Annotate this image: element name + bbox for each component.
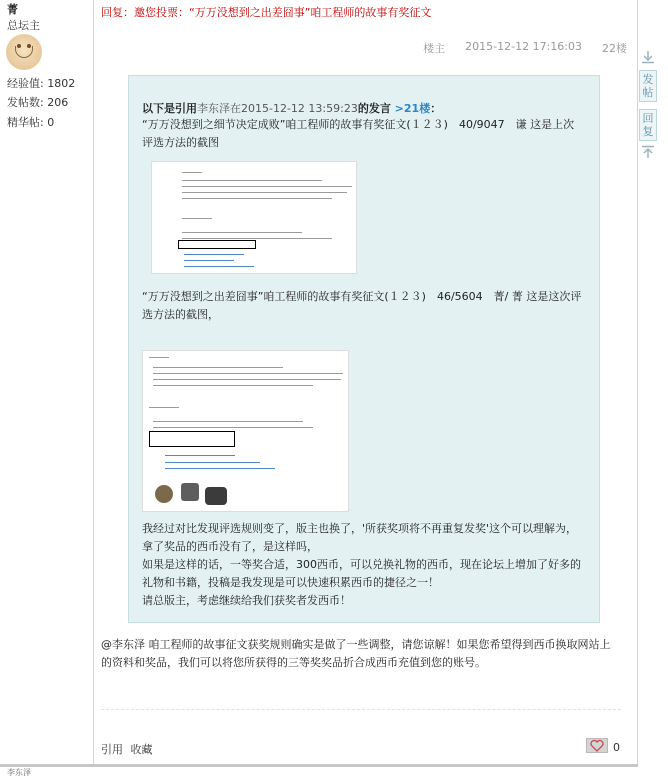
favorite-button[interactable]: 收藏 xyxy=(130,743,153,756)
quote-intro: 以下是引用 xyxy=(142,102,197,115)
quote-colon: ： xyxy=(430,102,442,115)
next-post-username[interactable]: 李东泽 xyxy=(7,768,31,777)
quote-says: 的发言 xyxy=(357,102,391,115)
post-meta xyxy=(403,40,627,56)
scroll-top-icon[interactable] xyxy=(640,145,656,159)
quote-paragraph-4: 如果是这样的话，一等奖合适，300西币，可以兑换礼物的西币，现在论坛上增加了好多的礼物和书籍，投稿是我发现是可以快速积累西币的捷径之一！ xyxy=(142,558,581,589)
post-divider xyxy=(101,709,621,710)
post-body xyxy=(94,0,638,764)
reply-title[interactable]: 回复：邀您投票：“万万没想到之出差囧事”咱工程师的故事有奖征文 xyxy=(101,6,432,19)
stat-featured: 精华帖: 0 xyxy=(7,116,55,129)
post-role: 楼主 xyxy=(423,42,446,55)
reply-text: @李东泽 咱工程师的故事征文获奖规则确实是做了一些调整，请您谅解！如果您希望得到西币换取网站上的资料和奖品，我们可以将您所获得的三等奖奖品折合成西币充值到您的账号。 xyxy=(101,638,611,669)
like-button[interactable] xyxy=(586,738,608,753)
quote-header xyxy=(142,100,441,116)
quoted-user: 李东泽在2015-12-12 13:59:23 xyxy=(197,102,358,115)
user-profile-column xyxy=(0,0,94,764)
quote-block xyxy=(128,75,600,623)
reply-button[interactable]: 回复 xyxy=(639,109,657,141)
user-rank: 总坛主 xyxy=(7,19,40,32)
quote-floor-link[interactable]: >21楼 xyxy=(394,102,431,115)
quote-paragraph-1: “万万没想到之细节决定成败”咱工程师的故事有奖征文(１２３) 40/9047 谦 这是上次评选方法的截图 xyxy=(142,118,575,149)
like-count: 0 xyxy=(613,741,620,754)
quote-screenshot-2[interactable] xyxy=(142,350,349,512)
quote-screenshot-1[interactable] xyxy=(151,161,357,274)
stat-posts: 发帖数: 206 xyxy=(7,96,69,109)
post-actions xyxy=(101,741,157,757)
quote-paragraph-2: “万万没想到之出差囧事”咱工程师的故事有奖征文(１２３) 46/5604 菁/ 菁 这是这次评选方法的截图， xyxy=(142,290,582,321)
username[interactable]: 菁 xyxy=(7,3,18,16)
avatar-smile-icon xyxy=(15,46,33,58)
post-floor: 22楼 xyxy=(602,42,627,55)
quote-paragraph-5: 请总版主，考虑继续给我们获奖者发西币！ xyxy=(142,594,351,607)
right-rail xyxy=(638,0,668,772)
stat-experience: 经验值: 1802 xyxy=(7,77,76,90)
heart-icon xyxy=(590,740,604,752)
post-timestamp: 2015-12-12 17:16:03 xyxy=(465,40,582,53)
quote-paragraph-3: 我经过对比发现评选规则变了，版主也换了，'所获奖项将不再重复发奖'这个可以理解为，拿了奖品的西币没有了，是这样吗， xyxy=(142,522,578,553)
next-post-strip xyxy=(0,764,638,777)
new-post-button[interactable]: 发帖 xyxy=(639,70,657,102)
scroll-down-icon[interactable] xyxy=(640,50,656,64)
avatar[interactable] xyxy=(6,34,42,70)
quote-button[interactable]: 引用 xyxy=(101,743,123,756)
